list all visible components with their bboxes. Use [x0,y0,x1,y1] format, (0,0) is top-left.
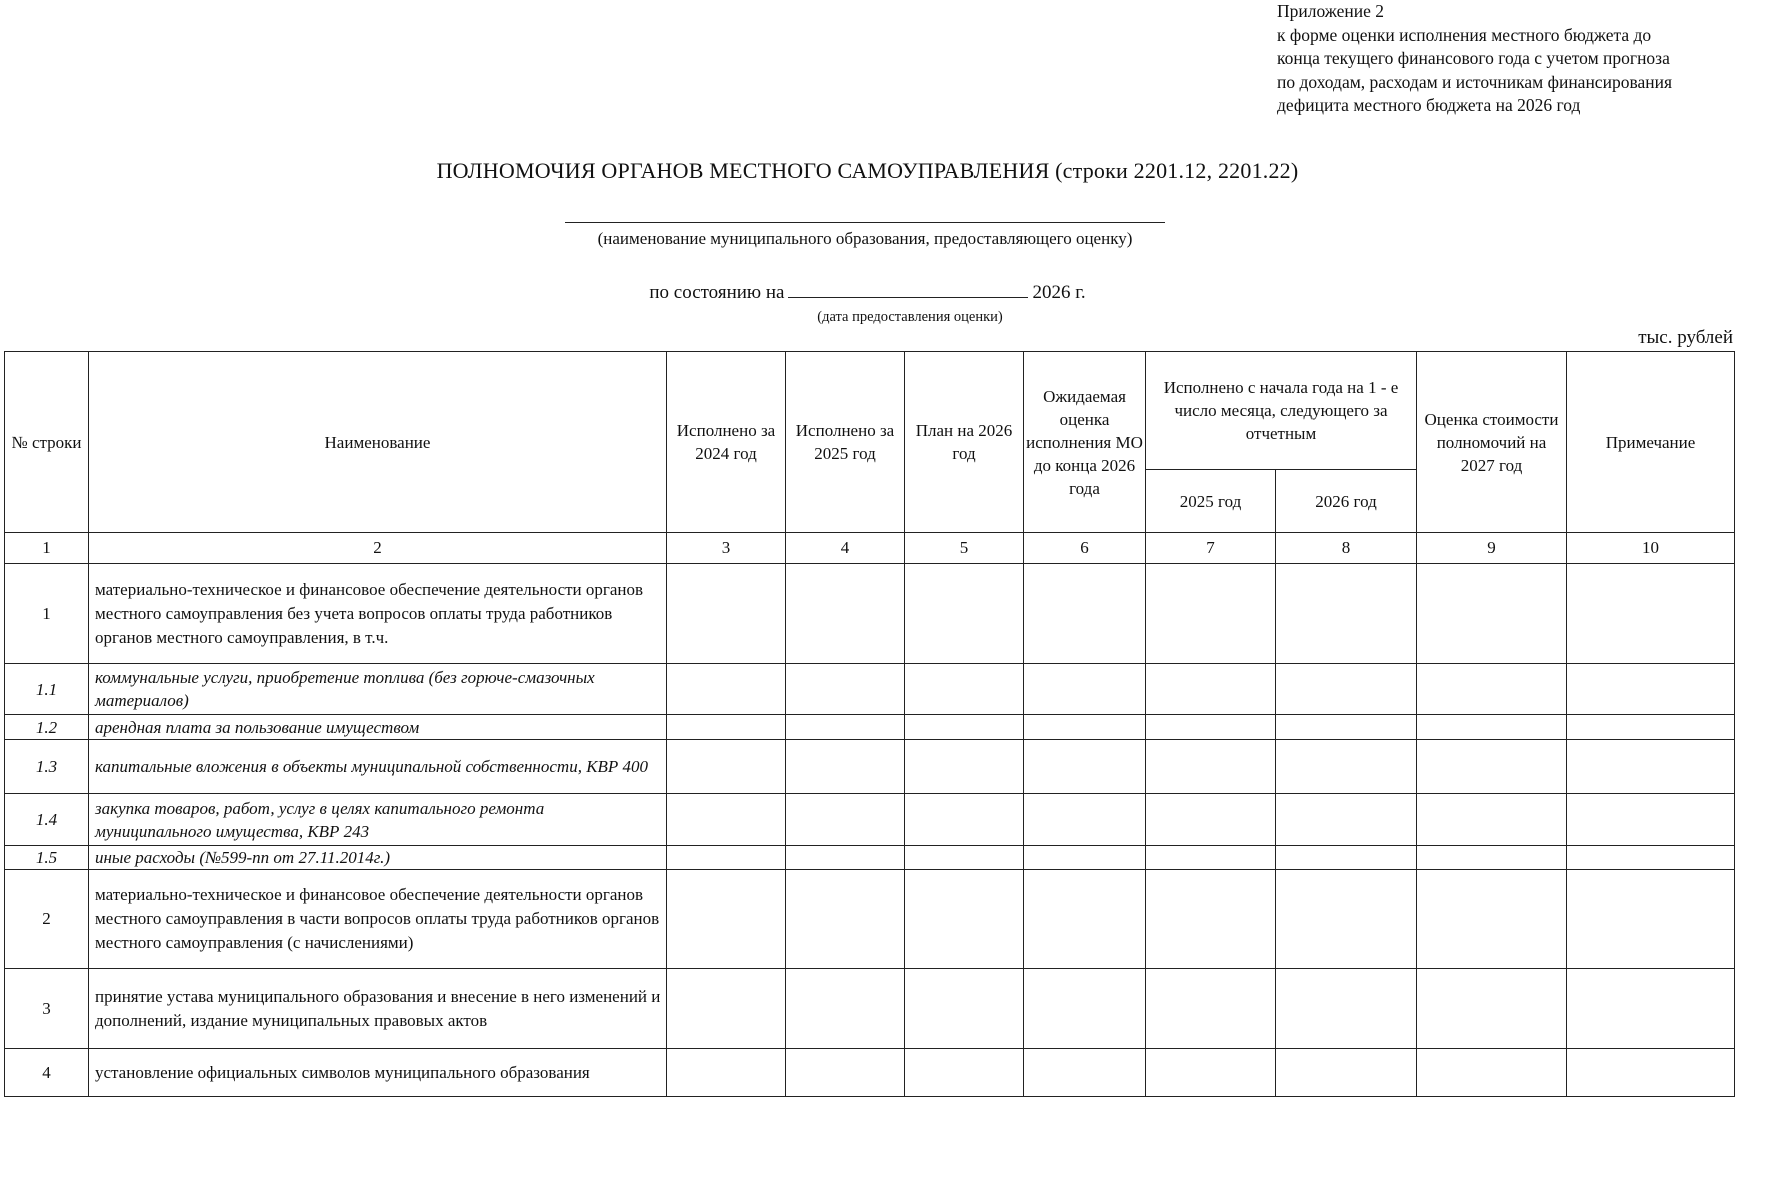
row-number: 1.2 [5,715,89,740]
value-cell[interactable] [1024,870,1146,969]
row-name: материально-техническое и финансовое обеспечение деятельности органов местного самоуправления в части вопросов оплаты труда работников органов местного самоуправления (с начислениями) [89,870,667,969]
value-cell[interactable] [905,1049,1024,1097]
value-cell[interactable] [1276,969,1417,1049]
appendix-line: дефицита местного бюджета на 2026 год [1277,95,1581,115]
row-name: капитальные вложения в объекты муниципальной собственности, КВР 400 [89,740,667,794]
value-cell[interactable] [1146,1049,1276,1097]
value-cell[interactable] [1567,794,1735,846]
row-number: 1.1 [5,664,89,715]
value-cell[interactable] [667,1049,786,1097]
table-row [5,870,1735,969]
value-cell[interactable] [1417,564,1567,664]
value-cell[interactable] [1024,969,1146,1049]
value-cell[interactable] [786,564,905,664]
value-cell[interactable] [1146,846,1276,870]
appendix-line: к форме оценки исполнения местного бюджета до [1277,24,1652,45]
value-cell[interactable] [1276,664,1417,715]
row-name: коммунальные услуги, приобретение топлива (без горюче-смазочных материалов) [89,664,667,715]
org-name-caption: (наименование муниципального образования, предоставляющего оценку) [597,229,1133,248]
header-expected-2026: Ожидаемая оценка исполнения МО до конца 2026 года [1024,352,1146,533]
page-title: ПОЛНОМОЧИЯ ОРГАНОВ МЕСТНОГО САМОУПРАВЛЕНИЯ (строки 2201.12, 2201.22) [436,158,1299,183]
row-number: 1.5 [5,846,89,870]
value-cell[interactable] [905,846,1024,870]
value-cell[interactable] [1276,564,1417,664]
powers-table [4,351,1735,1097]
value-cell[interactable] [667,794,786,846]
value-cell[interactable] [667,715,786,740]
value-cell[interactable] [1146,969,1276,1049]
value-cell[interactable] [786,664,905,715]
header-plan-2026: План на 2026 год [905,352,1024,533]
row-name: иные расходы (№599-пп от 27.11.2014г.) [89,846,667,870]
value-cell[interactable] [1567,664,1735,715]
date-prefix: по состоянию на [649,282,785,303]
row-number: 1 [5,564,89,664]
value-cell[interactable] [1024,564,1146,664]
value-cell[interactable] [1024,715,1146,740]
value-cell[interactable] [1567,870,1735,969]
row-name: арендная плата за пользование имуществом [89,715,667,740]
appendix-note [1277,0,1717,118]
table-row [5,564,1735,664]
date-caption: (дата предоставления оценки) [817,309,1003,325]
row-name: материально-техническое и финансовое обеспечение деятельности органов местного самоуправления без учета вопросов оплаты труда работников органов местного самоуправления, в т.ч. [89,564,667,664]
column-numbers-row [5,533,1735,564]
value-cell[interactable] [1567,740,1735,794]
value-cell[interactable] [1146,740,1276,794]
value-cell[interactable] [1567,846,1735,870]
value-cell[interactable] [1146,870,1276,969]
column-number: 5 [905,533,1024,564]
value-cell[interactable] [1024,794,1146,846]
date-suffix: 2026 г. [1032,282,1086,303]
row-name: закупка товаров, работ, услуг в целях капитального ремонта муниципального имущества, КВР 243 [89,794,667,846]
row-number: 1.4 [5,794,89,846]
value-cell[interactable] [667,564,786,664]
date-blank-line [788,279,1028,298]
value-cell[interactable] [1567,715,1735,740]
header-ytd-group: Исполнено с начала года на 1 - е число месяца, следующего за отчетным [1146,352,1417,470]
row-name: принятие устава муниципального образования и внесение в него изменений и дополнений, издание муниципальных правовых актов [89,969,667,1049]
value-cell[interactable] [905,664,1024,715]
appendix-line: по доходам, расходам и источникам финансирования [1277,71,1673,92]
value-cell[interactable] [1417,794,1567,846]
value-cell[interactable] [1417,969,1567,1049]
row-name: установление официальных символов муниципального образования [89,1049,667,1097]
value-cell[interactable] [667,664,786,715]
value-cell[interactable] [1276,1049,1417,1097]
value-cell[interactable] [1417,846,1567,870]
value-cell[interactable] [1024,846,1146,870]
value-cell[interactable] [1146,664,1276,715]
value-cell[interactable] [905,969,1024,1049]
value-cell[interactable] [1567,1049,1735,1097]
value-cell[interactable] [1567,969,1735,1049]
value-cell[interactable] [786,794,905,846]
header-name: Наименование [89,352,667,533]
value-cell[interactable] [905,715,1024,740]
table-row [5,846,1735,870]
value-cell[interactable] [1276,740,1417,794]
value-cell[interactable] [1567,564,1735,664]
header-cost-2027: Оценка стоимости полномочий на 2027 год [1417,352,1567,533]
row-number: 3 [5,969,89,1049]
date-row [0,279,1735,304]
value-cell[interactable] [786,715,905,740]
appendix-line: конца текущего финансового года с учетом прогноза [1277,48,1670,68]
header-note: Примечание [1567,352,1735,533]
header-exec-2024: Исполнено за 2024 год [667,352,786,533]
header-ytd-2025: 2025 год [1146,470,1276,533]
value-cell[interactable] [1276,846,1417,870]
value-cell[interactable] [1024,740,1146,794]
table-row [5,1049,1735,1097]
table-row [5,664,1735,715]
value-cell[interactable] [667,740,786,794]
column-number: 1 [5,533,89,564]
value-cell[interactable] [786,740,905,794]
column-number: 6 [1024,533,1146,564]
appendix-line: Приложение 2 [1277,1,1385,21]
value-cell[interactable] [1024,1049,1146,1097]
value-cell[interactable] [1146,564,1276,664]
value-cell[interactable] [786,846,905,870]
value-cell[interactable] [1417,740,1567,794]
value-cell[interactable] [1276,715,1417,740]
column-number: 4 [786,533,905,564]
column-number: 10 [1567,533,1735,564]
column-number: 9 [1417,533,1567,564]
value-cell[interactable] [1417,1049,1567,1097]
column-number: 7 [1146,533,1276,564]
value-cell[interactable] [905,794,1024,846]
value-cell[interactable] [667,870,786,969]
column-number: 8 [1276,533,1417,564]
value-cell[interactable] [1146,715,1276,740]
row-number: 2 [5,870,89,969]
value-cell[interactable] [667,969,786,1049]
table-row [5,794,1735,846]
value-cell[interactable] [1417,715,1567,740]
column-number: 3 [667,533,786,564]
value-cell[interactable] [1146,794,1276,846]
value-cell[interactable] [786,969,905,1049]
value-cell[interactable] [905,870,1024,969]
header-exec-2025: Исполнено за 2025 год [786,352,905,533]
row-number: 4 [5,1049,89,1097]
value-cell[interactable] [1276,794,1417,846]
header-row-no: № строки [5,352,89,533]
table-row [5,740,1735,794]
units-label: тыс. рублей [1638,327,1733,348]
value-cell[interactable] [1417,870,1567,969]
value-cell[interactable] [1276,870,1417,969]
value-cell[interactable] [905,564,1024,664]
value-cell[interactable] [786,1049,905,1097]
value-cell[interactable] [667,846,786,870]
value-cell[interactable] [1417,664,1567,715]
header-ytd-2026: 2026 год [1276,470,1417,533]
value-cell[interactable] [905,740,1024,794]
table-row [5,715,1735,740]
org-name-blank-line [565,222,1165,223]
table-row [5,969,1735,1049]
value-cell[interactable] [786,870,905,969]
row-number: 1.3 [5,740,89,794]
column-number: 2 [89,533,667,564]
value-cell[interactable] [1024,664,1146,715]
